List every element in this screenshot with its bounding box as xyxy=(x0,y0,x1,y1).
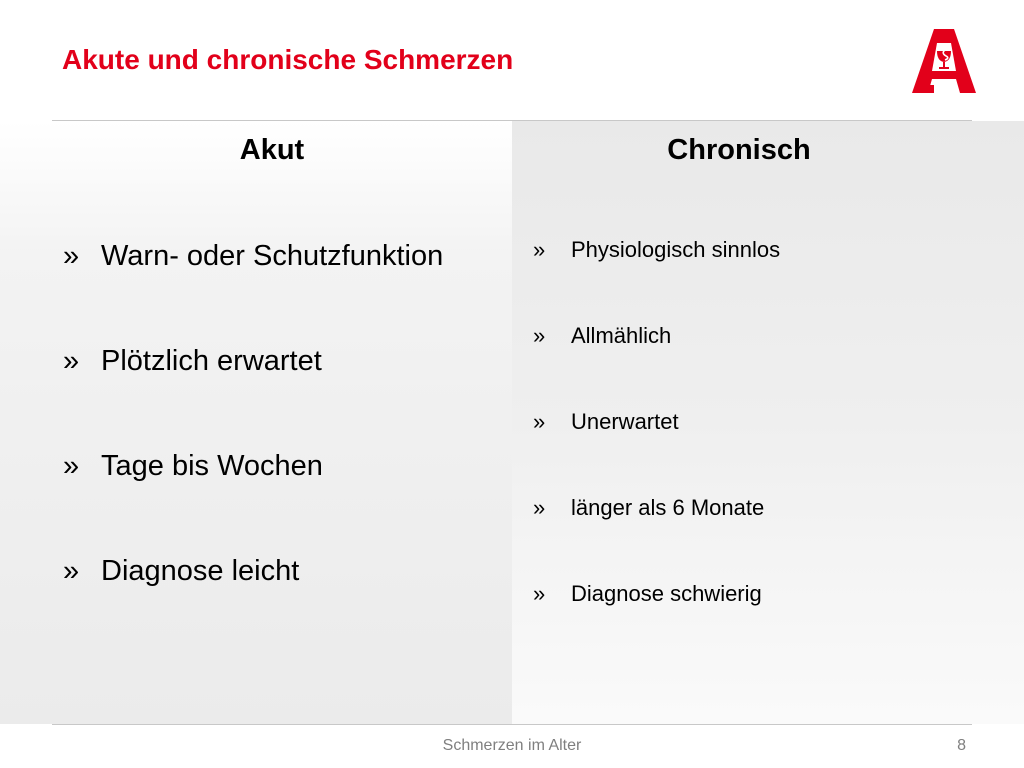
list-item-text: Allmählich xyxy=(571,323,672,348)
list-item-text: Diagnose schwierig xyxy=(571,581,762,606)
bullet-marker: » xyxy=(533,495,546,520)
list-item-text: Unerwartet xyxy=(571,409,679,434)
bullet-marker: » xyxy=(533,581,546,606)
bullet-marker: » xyxy=(533,409,546,434)
list-item xyxy=(533,581,993,607)
list-item-text: Warn- oder Schutzfunktion xyxy=(101,240,444,272)
apotheke-a-logo-icon xyxy=(910,27,978,97)
list-item xyxy=(533,409,993,435)
list-item-text: länger als 6 Monate xyxy=(571,495,765,520)
list-item xyxy=(533,237,993,263)
page-number: 8 xyxy=(957,737,966,754)
list-item xyxy=(533,495,993,521)
bullet-marker: » xyxy=(63,555,80,587)
column-acute xyxy=(0,121,512,724)
bullet-marker: » xyxy=(533,237,546,262)
column-heading-acute: Akut xyxy=(239,134,305,166)
column-heading-chronic: Chronisch xyxy=(667,134,811,166)
list-item-text: Tage bis Wochen xyxy=(101,450,323,482)
slide-title: Akute und chronische Schmerzen xyxy=(62,44,514,75)
list-item xyxy=(63,449,493,483)
list-item xyxy=(63,554,493,588)
footer-title: Schmerzen im Alter xyxy=(442,737,582,754)
list-item xyxy=(533,323,993,349)
list-item xyxy=(63,344,493,378)
list-item-text: Diagnose leicht xyxy=(101,555,300,587)
list-item xyxy=(63,239,493,273)
bullet-marker: » xyxy=(533,323,546,348)
list-item-text: Physiologisch sinnlos xyxy=(571,237,781,262)
column-chronic xyxy=(512,121,1024,724)
bullet-marker: » xyxy=(63,345,80,377)
bottom-divider xyxy=(52,724,972,725)
list-item-text: Plötzlich erwartet xyxy=(101,345,322,377)
bullet-marker: » xyxy=(63,240,80,272)
bullet-marker: » xyxy=(63,450,80,482)
